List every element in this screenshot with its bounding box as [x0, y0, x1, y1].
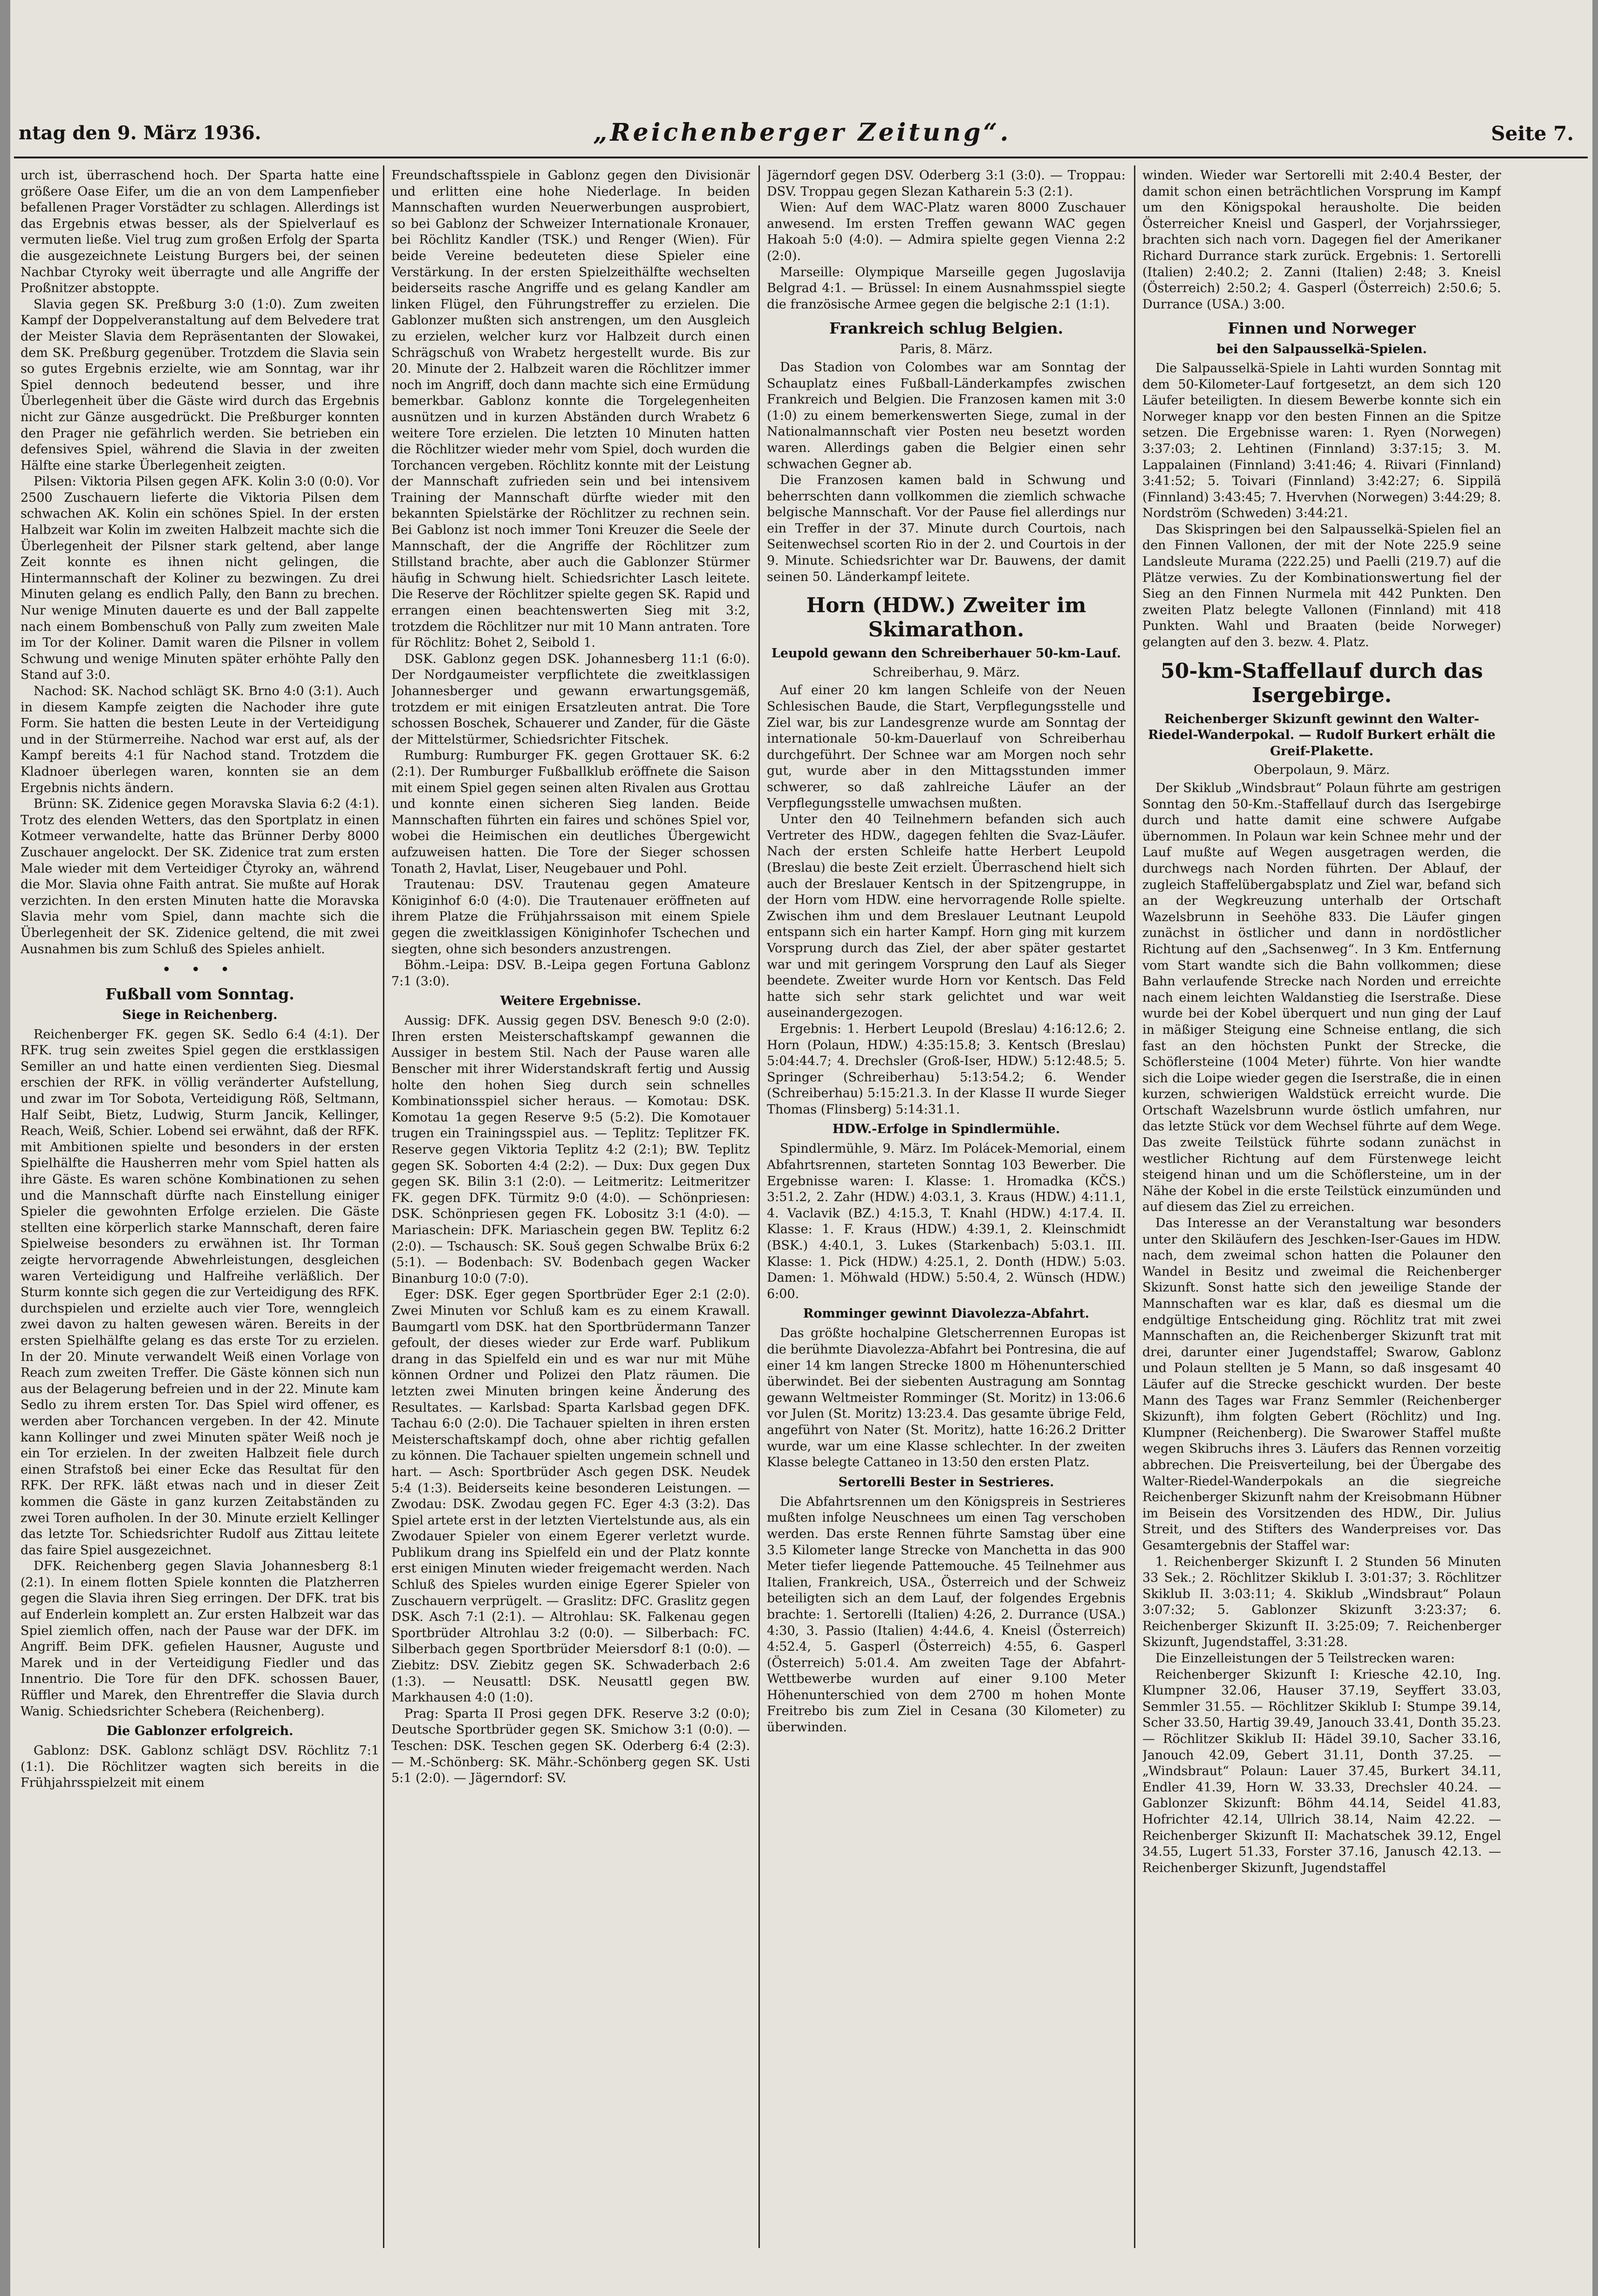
article-text: Pilsen: Viktoria Pilsen gegen AFK. Kolin 3:0 (0:0). Vor 2500 Zuschauern lieferte die Viktoria Pilsen dem schwachen AK. Kolin ein schönes Spiel. In der ersten Halbzeit war Kolin im zweiten Halbzeit machte sich die Überlegenheit der Pilsner stark geltend, aber lange Zeit konnte es ihnen nicht gelingen, die Hintermannschaft der Koliner zu bezwingen. Zu drei Minuten gelang es endlich Pally, den Bann zu brechen. Nur wenige Minuten dauerte es und der Ball zappelte nach einem Bombenschuß von Pally zum zweiten Male im Tor der Koliner. Damit waren die Pilsner in vollem Schwung und wenige Minuten später erhöhte Pally den Stand auf 3:0.	[20, 474, 379, 683]
article-text: Freundschaftsspiele in Gablonz gegen den Divisionär und erlitten eine hohe Niederlage. In beiden Mannschaften wurden Neuerwerbungen ausprobiert, so bei Gablonz der Schweizer Internationale Kronauer, bei Röchlitz Kandler (TSK.) und Renger (Wien). Für beide Vereine bedeuteten diese Spieler eine Verstärkung. In der ersten Spielzeithälfte wechselten beiderseits rasche Angriffe und es gelang Kandler am linken Flügel, den Führungstreffer zu erzielen. Die Gablonzer mußten sich anstrengen, um den Ausgleich zu erzielen, welcher kurz vor Halbzeit durch einen Schrägschuß von Wrabetz hergestellt wurde. Bis zur 20. Minute der 2. Halbzeit waren die Röchlitzer immer noch im Angriff, doch dann machte sich eine Ermüdung bemerkbar. Gablonz konnte die Torgelegenheiten ausnützen und in kurzen Abständen durch Wrabetz 6 weitere Tore erzielen. Die letzten 10 Minuten hatten die Röchlitzer wieder mehr vom Spiel, doch wurden die Torchancen vergeben. Röchlitz konnte mit der Leistung der Mannschaft zufrieden sein und bei intensivem Training der Mannschaft dürfte wieder mit den bekannten Spielstärke der Röchlitzer zu rechnen sein. Bei Gablonz ist noch immer Toni Kreuzer die Seele der Mannschaft, der die Angriffe der Röchlitzer zum Stillstand brachte, aber auch die Gablonzer Stürmer häufig in Schwung hielt. Schiedsrichter Lasch leitete. Die Reserve der Röchlitzer spielte gegen SK. Rapid und errangen einen beachtenswerten Sieg mit 3:2, trotzdem die Röchlitzer nur mit 10 Mann antraten. Tore für Röchlitz: Bohet 2, Seibold 1.	[391, 168, 750, 650]
subheading: Die Gablonzer erfolgreich.	[106, 1724, 294, 1739]
section-heading: Finnen und Norweger	[1228, 319, 1416, 338]
article-text: DFK. Reichenberg gegen Slavia Johannesberg 8:1 (2:1). In einem flotten Spiele konnten die Platzherren gegen die Slavia ihren Sieg erringen. Der DFK. trat bis auf Enderlein komplett an. Zur ersten Halbzeit war das Spiel ziemlich offen, nach der Pause war der DFK. im Angriff. Beim DFK. gefielen Hausner, Auguste und Marek und in der Verteidigung Fiedler und das Innentrio. Die Tore für den DFK. schossen Bauer, Rüffler und Marek, den Ehrentreffer die Slavia durch Wanig. Schiedsrichter Schebera (Reichenberg).	[20, 1559, 379, 1719]
section-heading: 50-km-Staffellauf durch das Isergebirge.	[1161, 659, 1483, 707]
article-text: Prag: Sparta II Prosi gegen DFK. Reserve 3:2 (0:0); Deutsche Sportbrüder gegen SK. Smichow 3:1 (0:0). — Teschen: DSK. Teschen gegen SK. Oderberg 6:4 (2:3). — M.-Schönberg: SK. Mähr.-Schönberg gegen SK. Usti 5:1 (2:0). — Jägerndorf: SV.	[391, 1706, 750, 1786]
article-text: Nachod: SK. Nachod schlägt SK. Brno 4:0 (3:1). Auch in diesem Kampfe zeigten die Nachoder ihre gute Form. Sie hatten die besten Leute in der Verteidigung und in der Stürmerreihe. Nachod war erst auf, als der Kampf bereits 4:1 für Nachod stand. Trotzdem die Kladnoer überlegen waren, konnten sie an dem Ergebnis nichts ändern.	[20, 684, 379, 795]
column-1	[20, 168, 379, 2246]
article-text: Reichenberger Skizunft I: Kriesche 42.10, Ing. Klumpner 32.06, Hauser 37.19, Seyffert 33.03, Semmler 31.55. — Röchlitzer Skiklub I: Stumpe 39.14, Scher 33.50, Hartig 39.49, Janouch 33.41, Donth 35.23. — Röchlitzer Skiklub II: Hädel 39.10, Sacher 33.16, Janouch 42.09, Gebert 31.11, Donth 37.25. — „Windsbraut“ Polaun: Lauer 37.45, Burkert 34.11, Endler 41.39, Horn W. 33.33, Drechsler 40.24. — Gablonzer Skizunft: Böhm 44.14, Seidel 41.83, Hofrichter 42.14, Ullrich 38.14, Naim 42.22. — Reichenberger Skizunft II: Machatschek 39.12, Engel 34.55, Lugert 51.33, Forster 37.16, Janusch 42.13. — Reichenberger Skizunft, Jugendstaffel	[1142, 1667, 1501, 1875]
article-text: Die Abfahrtsrennen um den Königspreis in Sestrieres mußten infolge Neuschnees um einen Tag verschoben werden. Das erste Rennen führte Samstag über eine 3.5 Kilometer lange Strecke von Manchetta in das 900 Meter tiefer liegende Pattemouche. 45 Teilnehmer aus Italien, Frankreich, USA., Österreich und der Schweiz beteiligten sich an dem Lauf, der folgendes Ergebnis brachte: 1. Sertorelli (Italien) 4:26, 2. Durrance (USA.) 4:30, 3. Passio (Italien) 4:44.6, 4. Kneisl (Österreich) 4:52.4, 5. Gasperl (Österreich) 4:55, 6. Gasperl (Österreich) 5:01.4. Am zweiten Tage der Abfahrt-Wettbewerbe wurden auf einer 9.100 Meter Höhenunterschied von dem 2700 m hohen Monte Freitrebo bis zum Ziel in Cesana (30 Kilometer) zu überwinden.	[767, 1494, 1126, 1735]
article-text: Eger: DSK. Eger gegen Sportbrüder Eger 2:1 (2:0). Zwei Minuten vor Schluß kam es zu einem Krawall. Baumgartl vom DSK. hat den Sportbrüdermann Tanzer gefoult, der dieses wieder zur Erde warf. Publikum drang in das Spielfeld ein und es war nur mit Mühe können Ordner und Polizei den Platz räumen. Die letzten zwei Minuten bringen keine Änderung des Resultates. — Karlsbad: Sparta Karlsbad gegen DFK. Tachau 6:0 (2:0). Die Tachauer spielten in ihren ersten Meisterschaftskampf doch, ohne aber richtig gefallen zu können. Die Tachauer spielten ungemein schnell und hart. — Asch: Sportbrüder Asch gegen DSK. Neudek 5:4 (1:3). Beiderseits keine besonderen Leistungen. — Zwodau: DSK. Zwodau gegen FC. Eger 4:3 (3:2). Das Spiel artete erst in der letzten Viertelstunde aus, als ein Zwodauer Spieler von einem Egerer verletzt wurde. Publikum drang ins Spielfeld ein und der Platz konnte erst einigen Minuten wieder freigemacht werden. Nach Schluß des Spieles wurden einige Egerer Spieler von Zuschauern verprügelt. — Graslitz: DFC. Graslitz gegen DSK. Asch 7:1 (2:1). — Altrohlau: SK. Falkenau gegen Sportbrüder Altrohlau 3:2 (0:0). — Silberbach: FC. Silberbach gegen Sportbrüder Meiersdorf 8:1 (0:0). — Ziebitz: DSV. Ziebitz gegen SK. Schwaderbach 2:6 (1:3). — Neusattl: DSK. Neusattl gegen BW. Markhausen 4:0 (1:0).	[391, 1287, 750, 1705]
subheading: Reichenberger Skizunft gewinnt den Walter-Riedel-Wanderpokal. — Rudolf Burkert erhält die Greif-Plakette.	[1148, 711, 1496, 758]
article-text: Wien: Auf dem WAC-Platz waren 8000 Zuschauer anwesend. Im ersten Treffen gewann WAC gegen Hakoah 5:0 (4:0). — Admira spielte gegen Vienna 2:2 (2:0).	[767, 200, 1126, 263]
subheading: Sertorelli Bester in Sestrieres.	[838, 1475, 1054, 1490]
column-separator	[383, 165, 384, 2248]
article-text: Slavia gegen SK. Preßburg 3:0 (1:0). Zum zweiten Kampf der Doppelveranstaltung auf dem Belvedere trat der Meister Slavia dem Repräsentanten der Slowakei, dem SK. Preßburg gegenüber. Trotzdem die Slavia sein so gutes Ergebnis erzielte, wie am Sonntag, war ihr Spiel dennoch bedeutend besser, und ihre Überlegenheit über die Gäste wird durch das Ergebnis nicht zur Gänze ausgedrückt. Die Preßburger konnten den Prager nie gefährlich werden. Sie betrieben ein defensives Spiel, während die Slavia in der zweiten Hälfte eine starke Überlegenheit zeigten.	[20, 297, 379, 473]
subheading: Romminger gewinnt Diavolezza-Abfahrt.	[803, 1306, 1090, 1321]
article-text: Jägerndorf gegen DSV. Oderberg 3:1 (3:0). — Troppau: DSV. Troppau gegen Slezan Katharein 5:3 (2:1).	[767, 168, 1126, 199]
column-separator	[1134, 165, 1135, 2248]
article-text: DSK. Gablonz gegen DSK. Johannesberg 11:1 (6:0). Der Nordgaumeister verpflichtete die zweitklassigen Johannesberger und gewann erwartungsgemäß, trotzdem er mit einigen Ersatzleuten antrat. Die Tore schossen Boschek, Schauerer und Zander, für die Gäste der Mittelstürmer, Schiedsrichter Fitschek.	[391, 651, 750, 747]
column-4	[1142, 168, 1501, 2246]
column-separator	[758, 165, 760, 2248]
page-number: Seite 7.	[1491, 122, 1574, 145]
article-text: Trautenau: DSV. Trautenau gegen Amateure Königinhof 6:0 (4:0). Die Trautenauer eröffneten auf ihrem Platze die Frühjahrssaison mit einem Spiele gegen die zweitklassigen Königinhofer Tschechen und siegten, ohne sich besonders anzustrengen.	[391, 877, 750, 957]
article-text: Unter den 40 Teilnehmern befanden sich auch Vertreter des HDW., dagegen fehlten die Svaz-Läufer. Nach der ersten Schleife hatte Herbert Leupold (Breslau) die beste Zeit erzielt. Überraschend hielt sich auch der Breslauer Kentsch in der Spitzengruppe, in der Horn vom HDW. eine hervorragende Rolle spielte. Zwischen ihm und dem Breslauer Leutnant Leupold entspann sich ein harter Kampf. Horn ging mit kurzem Vorsprung durch das Ziel, der aber später gestartet war und mit geringem Vorsprung den Lauf als Sieger beendete. Zweiter wurde Horn vor Kentsch. Das Feld hatte sich sehr stark gelichtet und war weit auseinandergezogen.	[767, 812, 1126, 1020]
section-heading: Fußball vom Sonntag.	[105, 984, 294, 1003]
page-header	[10, 116, 1592, 154]
article-text: winden. Wieder war Sertorelli mit 2:40.4 Bester, der damit schon einen beträchtlichen Vorsprung im Kampf um den Königspokal herausholte. Die beiden Österreicher Kneisl und Gasperl, der Vorjahrssieger, brachten sich nach vorn. Dagegen fiel der Amerikaner Richard Durrance stark zurück. Ergebnis: 1. Sertorelli (Italien) 2:40.2; 2. Zanni (Italien) 2:48; 3. Kneisl (Österreich) 2:50.2; 4. Gasperl (Österreich) 2:50.6; 5. Durrance (USA.) 3:00.	[1142, 168, 1501, 312]
header-date: ntag den 9. März 1936.	[19, 122, 261, 144]
dateline: Oberpolaun, 9. März.	[1253, 763, 1390, 778]
article-text: 1. Reichenberger Skizunft I. 2 Stunden 56 Minuten 33 Sek.; 2. Röchlitzer Skiklub I. 3:01:37; 3. Röchlitzer Skiklub II. 3:03:11; 4. Skiklub „Windsbraut“ Polaun 3:07:32; 5. Gablonzer Skizunft 3:23:37; 6. Reichenberger Skizunft II. 3:25:09; 7. Reichenberger Skizunft, Jugendstaffel, 3:31:28.	[1142, 1554, 1501, 1650]
article-text: Die Salpausselkä-Spiele in Lahti wurden Sonntag mit dem 50-Kilometer-Lauf fortgesetzt, an dem sich 120 Läufer beteiligten. In diesem Bewerbe konnte sich ein Norweger knapp vor den besten Finnen an die Spitze setzen. Die Ergebnisse waren: 1. Ryen (Norwegen) 3:37:03; 2. Lehtinen (Finnland) 3:37:15; 3. M. Lappalainen (Finnland) 3:41:46; 4. Riivari (Finnland) 3:41:52; 5. Toivari (Finnland) 3:42:27; 6. Sippilä (Finnland) 3:43:45; 7. Hvervhen (Norwegen) 3:44:29; 8. Nordström (Schweden) 3:44:21.	[1142, 361, 1501, 521]
article-text: Marseille: Olympique Marseille gegen Jugoslavija Belgrad 4:1. — Brüssel: In einem Ausnahmsspiel siegte die französische Armee gegen die belgische 2:1 (1:1).	[767, 265, 1126, 312]
article-text: Auf einer 20 km langen Schleife von der Neuen Schlesischen Baude, die Start, Verpflegungsstelle und Ziel war, bis zur Landesgrenze wurde am Sonntag der internationale 50-km-Dauerlauf von Schreiberhau durchgeführt. Der Schnee war am Morgen noch sehr gut, wurde aber in den Mittagsstunden immer schwerer, so daß zahlreiche Läufer an der Verpflegungsstelle umwachsen mußten.	[767, 683, 1126, 811]
dateline: Paris, 8. März.	[900, 342, 993, 357]
newspaper-title: „Reichenberger Zeitung“.	[593, 118, 1011, 147]
article-text: Reichenberger FK. gegen SK. Sedlo 6:4 (4:1). Der RFK. trug sein zweites Spiel gegen die erstklassigen Semiller an und hatte einen verdienten Sieg. Diesmal erschien der RFK. in völlig veränderter Aufstellung, und zwar im Tor Sobota, Verteidigung Röß, Seltmann, Half Seibt, Bietz, Ludwig, Sturm Jancik, Kellinger, Reach, Weiß, Schier. Lobend sei erwähnt, daß der RFK. mit Ambitionen spielte und besonders in der ersten Spielhälfte die Hausherren mehr vom Spiel hatten als ihre Gäste. Es waren schöne Kombinationen zu sehen und die Mannschaft dürfte nach Einstellung einiger Spieler die gewohnten Erfolge erzielen. Die Gäste stellten eine körperlich starke Mannschaft, deren faire Spielweise besonders zu erwähnen ist. Ihr Torman zeigte hervorragende Abwehrleistungen, desgleichen waren Verteidigung und Halfreihe verläßlich. Der Sturm konnte sich gegen die zur Verteidigung des RFK. durchspielen und erzielte auch vier Tore, wenngleich zwei davon zu halten gewesen wären. Bereits in der ersten Spielhälfte gelang es das erste Tor zu erzielen. In der 20. Minute verwandelt Weiß einen Vorlage von Reach zum zweiten Treffer. Die Gäste können sich nun aus der Belagerung befreien und in der 22. Minute kam Sedlo zu ihrem ersten Tor. Das Spiel wird offener, es werden aber Torchancen vergeben. In der 42. Minute kann Kollinger und zwei Minuten später Weiß noch je ein Tor erzielen. In der zweiten Halbzeit fiele durch einen Strafstoß bei einer Ecke das Resultat für den RFK. Der RFK. läßt etwas nach und in dieser Zeit kommen die Gäste in ganz kurzen Zeitabständen zu zwei Toren aufholen. In der 30. Minute erzielt Kellinger das letzte Tor. Schiedsrichter Rudolf aus Zittau leitete das faire Spiel ausgezeichnet.	[20, 1027, 379, 1558]
subheading: Leupold gewann den Schreiberhauer 50-km-Lauf.	[771, 646, 1121, 661]
article-text: Das größte hochalpine Gletscherrennen Europas ist die berühmte Diavolezza-Abfahrt bei Pontresina, die auf einer 14 km langen Strecke 1800 m Höhenunterschied überwindet. Bei der siebenten Austragung am Sonntag gewann Weltmeister Romminger (St. Moritz) in 13:06.6 vor Julen (St. Moritz) 13:23.4. Das gesamte übrige Feld, angeführt von Nater (St. Moritz), hatte 16:26.2 Dritter wurde, war um eine Klasse schlechter. In der zweiten Klasse belegte Cattaneo in 13:50 den ersten Platz.	[767, 1326, 1126, 1470]
article-text: Das Skispringen bei den Salpausselkä-Spielen fiel an den Finnen Vallonen, der mit der Note 225.9 seine Landsleute Murama (222.25) und Paelli (219.7) auf die Plätze verwies. Zu der Kombinationswertung fiel der Sieg an den Finnen Nurmela mit 442 Punkten. Den zweiten Platz belegte Vallonen (Finnland) mit 418 Punkten. Wahl und Braaten (beide Norweger) gelangten auf den 3. bezw. 4. Platz.	[1142, 522, 1501, 650]
section-divider: • • •	[162, 963, 238, 977]
article-text: Gablonz: DSK. Gablonz schlägt DSV. Röchlitz 7:1 (1:1). Die Röchlitzer wagten sich bereits in die Frühjahrsspielzeit mit einem	[20, 1743, 379, 1790]
article-text: Ergebnis: 1. Herbert Leupold (Breslau) 4:16:12.6; 2. Horn (Polaun, HDW.) 4:35:15.8; 3. Kentsch (Breslau) 5:04:44.7; 4. Drechsler (Groß-Iser, HDW.) 5:12:48.5; 5. Springer (Schreiberhau) 5:13:54.2; 6. Wender (Schreiberhau) 5:15:21.3. In der Klasse II wurde Sieger Thomas (Flinsberg) 5:14:31.1.	[767, 1021, 1126, 1117]
article-text: Brünn: SK. Zidenice gegen Moravska Slavia 6:2 (4:1). Trotz des elenden Wetters, das den Sportplatz in einen Kotmeer verwandelte, hatte das Brünner Derby 8000 Zuschauer angelockt. Der SK. Zidenice trat zum ersten Male wieder mit dem Verteidiger Čtyroky an, während die Mor. Slavia ohne Faith antrat. Sie mußte auf Horak verzichten. In den ersten Minuten hatte die Moravska Slavia mehr vom Spiel, dann machte sich die Überlegenheit der SK. Zidenice geltend, die mit zwei Ausnahmen bis zum Schluß des Spieles anhielt.	[20, 797, 379, 957]
section-heading: Frankreich schlug Belgien.	[829, 319, 1064, 338]
article-text: Der Skiklub „Windsbraut“ Polaun führte am gestrigen Sonntag den 50-Km.-Staffellauf durch das Isergebirge durch und hatte damit eine schwere Aufgabe übernommen. In Polaun war kein Schnee mehr und der Lauf mußte auf Wegen ausgetragen werden, die durchwegs nach Norden führten. Der Ablauf, der zugleich Staffelübergabsplatz und Ziel war, befand sich an der Wegkreuzung unterhalb der Ortschaft Wazelsbrunn in Seehöhe 833. Die Läufer gingen zunächst in östlicher und dann in nordöstlicher Richtung auf den „Sachsenweg“. In 3 Km. Entfernung vom Start wandte sich die Bahn vollkommen; diese Bahn verlaufende Strecke nach Norden und erreichte nach einem leichten Waldanstieg die Iserstraße. Diese wurde bei der Kobel überquert und nun ging der Lauf in mäßiger Steigung eine Schneise entlang, die sich fast an den höchsten Punkt der Strecke, die Schöflersteine (1004 Meter) führte. Von hier wandte sich die Loipe wieder gegen die Iserstraße, die in einen kurzen, schwierigen Waldstück erreicht wurde. Die Ortschaft Wazelsbrunn wurde östlich umfahren, nur das letzte Stück vor dem Wechsel führte auf dem Wege. Das zweite Teilstück führte sodann zunächst in westlicher Richtung auf dem Fürstenwege leicht steigend hinan und um die Schöflersteine, um in der Nähe der Kobel in die erste Teilstück einzumünden und auf diesem das Ziel zu erreichen.	[1142, 781, 1501, 1215]
header-rule	[14, 157, 1588, 158]
article-text: Böhm.-Leipa: DSV. B.-Leipa gegen Fortuna Gablonz 7:1 (3:0).	[391, 958, 750, 989]
subheading: Siege in Reichenberg.	[122, 1007, 278, 1022]
article-text: Das Interesse an der Veranstaltung war besonders unter den Skiläufern des Jeschken-Iser-Gaues im HDW. nach, dem zweimal schon hatten die Polauner den Wandel in Besitz und zweimal die Reichenberger Skizunft. Sonst hatte sich den jeweilige Stande der Mannschaften war es klar, daß es diesmal um die endgültige Entscheidung ging. Röchlitz trat mit zwei Mannschaften an, die Reichenberger Skizunft trat mit drei, darunter einer Jugendstaffel; Swarow, Gablonz und Polaun stellten je 5 Mann, so daß insgesamt 40 Läufer auf die Strecke geschickt wurden. Der beste Mann des Tages war Franz Semmler (Reichenberger Skizunft), ihm folgten Gebert (Röchlitz) und Ing. Klumpner (Reichenberg). Die Swarower Staffel mußte wegen Skibruchs ihres 3. Läufers das Rennen vorzeitig abbrechen. Die Preisverteilung, bei der Übergabe des Walter-Riedel-Wanderpokals an die siegreiche Reichenberger Skizunft nahm der Kreisobmann Hübner im Beisein des Vorsitzenden des HDW., Dir. Julius Streit, und des Stifters des Wanderpreises vor. Das Gesamtergebnis der Staffel war:	[1142, 1216, 1501, 1553]
newspaper-page	[10, 0, 1592, 2296]
article-text: Die Franzosen kamen bald in Schwung und beherrschten dann vollkommen die ziemlich schwache belgische Mannschaft. Vor der Pause fiel allerdings nur ein Treffer in der 37. Minute durch Courtois, nach Seitenwechsel scorten Rio in der 2. und Courtois in der 9. Minute. Schiedsrichter war Dr. Bauwens, der damit seinen 50. Länderkampf leitete.	[767, 473, 1126, 584]
article-text: Das Stadion von Colombes war am Sonntag der Schauplatz eines Fußball-Länderkampfes zwischen Frankreich und Belgien. Die Franzosen kamen mit 3:0 (1:0) zu einem bemerkenswerten Siege, zumal in der Nationalmannschaft vier Posten neu besetzt worden waren. Allerdings gaben die Belgier einen sehr schwachen Gegner ab.	[767, 360, 1126, 472]
article-text: Aussig: DFK. Aussig gegen DSV. Benesch 9:0 (2:0). Ihren ersten Meisterschaftskampf gewannen die Aussiger in bestem Stil. Nach der Pause waren alle Benscher mit ihrer Widerstandskraft fertig und Aussig holte den hohen Sieg durch sein schnelles Kombinationsspiel sicher heraus. — Komotau: DSK. Komotau 1a gegen Reserve 9:5 (5:2). Die Komotauer trugen ein Trainingsspiel aus. — Teplitz: Teplitzer FK. Reserve gegen Viktoria Teplitz 4:2 (2:1); BW. Teplitz gegen SK. Soborten 4:4 (2:2). — Dux: Dux gegen Dux gegen SK. Bilin 3:1 (2:0). — Leitmeritz: Leitmeritzer FK. gegen DFK. Türmitz 9:0 (4:0). — Schönpriesen: DSK. Schönpriesen gegen FK. Lobositz 3:1 (4:0). — Mariaschein: DFK. Mariaschein gegen BW. Teplitz 6:2 (2:0). — Tschausch: SK. Souš gegen Schwalbe Brüx 6:2 (5:1). — Bodenbach: SV. Bodenbach gegen Wacker Binanburg 10:0 (7:0).	[391, 1013, 750, 1286]
dateline: Schreiberhau, 9. März.	[872, 665, 1020, 680]
article-text: Rumburg: Rumburger FK. gegen Grottauer SK. 6:2 (2:1). Der Rumburger Fußballklub eröffnete die Saison mit einem Spiel gegen seinen alten Rivalen aus Grottau und konnte einen sicheren Sieg landen. Beide Mannschaften führten ein faires und schönes Spiel vor, wobei die Heimischen ein deutliches Übergewicht aufzuweisen hatten. Die Tore der Sieger schossen Tonath 2, Havlat, Liser, Neugebauer und Pohl.	[391, 748, 750, 876]
article-text: Spindlermühle, 9. März. Im Polácek-Memorial, einem Abfahrtsrennen, starteten Sonntag 103 Bewerber. Die Ergebnisse waren: I. Klasse: 1. Hromadka (KČS.) 3:51.2, 2. Zahr (HDW.) 4:03.1, 3. Kraus (HDW.) 4:11.1, 4. Vaclavik (BZ.) 4:15.3, T. Knahl (HDW.) 4:17.4. II. Klasse: 1. F. Kraus (HDW.) 4:39.1, 2. Kleinschmidt (BSK.) 4:40.1, 3. Lukes (Starkenbach) 5:03.1. III. Klasse: 1. Pick (HDW.) 4:25.1, 2. Donth (HDW.) 5:03. Damen: 1. Möhwald (HDW.) 5:50.4, 2. Wünsch (HDW.) 6:00.	[767, 1141, 1126, 1301]
column-2	[391, 168, 750, 2246]
article-text: urch ist, überraschend hoch. Der Sparta hatte eine größere Oase Eifer, um die an von dem Lampenfieber befallenen Prager Vorstädter zu schlagen. Allerdings ist das Ergebnis etwas besser, als der Spielverlauf es vermuten ließe. Viel trug zum großen Erfolg der Sparta die ausgezeichnete Leistung Burgers bei, der seinen Nachbar Ctyroky weit überragte und alle Angriffe der Proßnitzer abstoppte.	[20, 168, 379, 296]
section-heading: Horn (HDW.) Zweiter im Skimarathon.	[806, 594, 1086, 642]
subheading: bei den Salpausselkä-Spielen.	[1216, 342, 1427, 357]
article-text: Die Einzelleistungen der 5 Teilstrecken waren:	[1155, 1651, 1455, 1666]
subheading: Weitere Ergebnisse.	[500, 994, 642, 1009]
subheading: HDW.-Erfolge in Spindlermühle.	[832, 1122, 1060, 1137]
column-3	[767, 168, 1126, 2246]
